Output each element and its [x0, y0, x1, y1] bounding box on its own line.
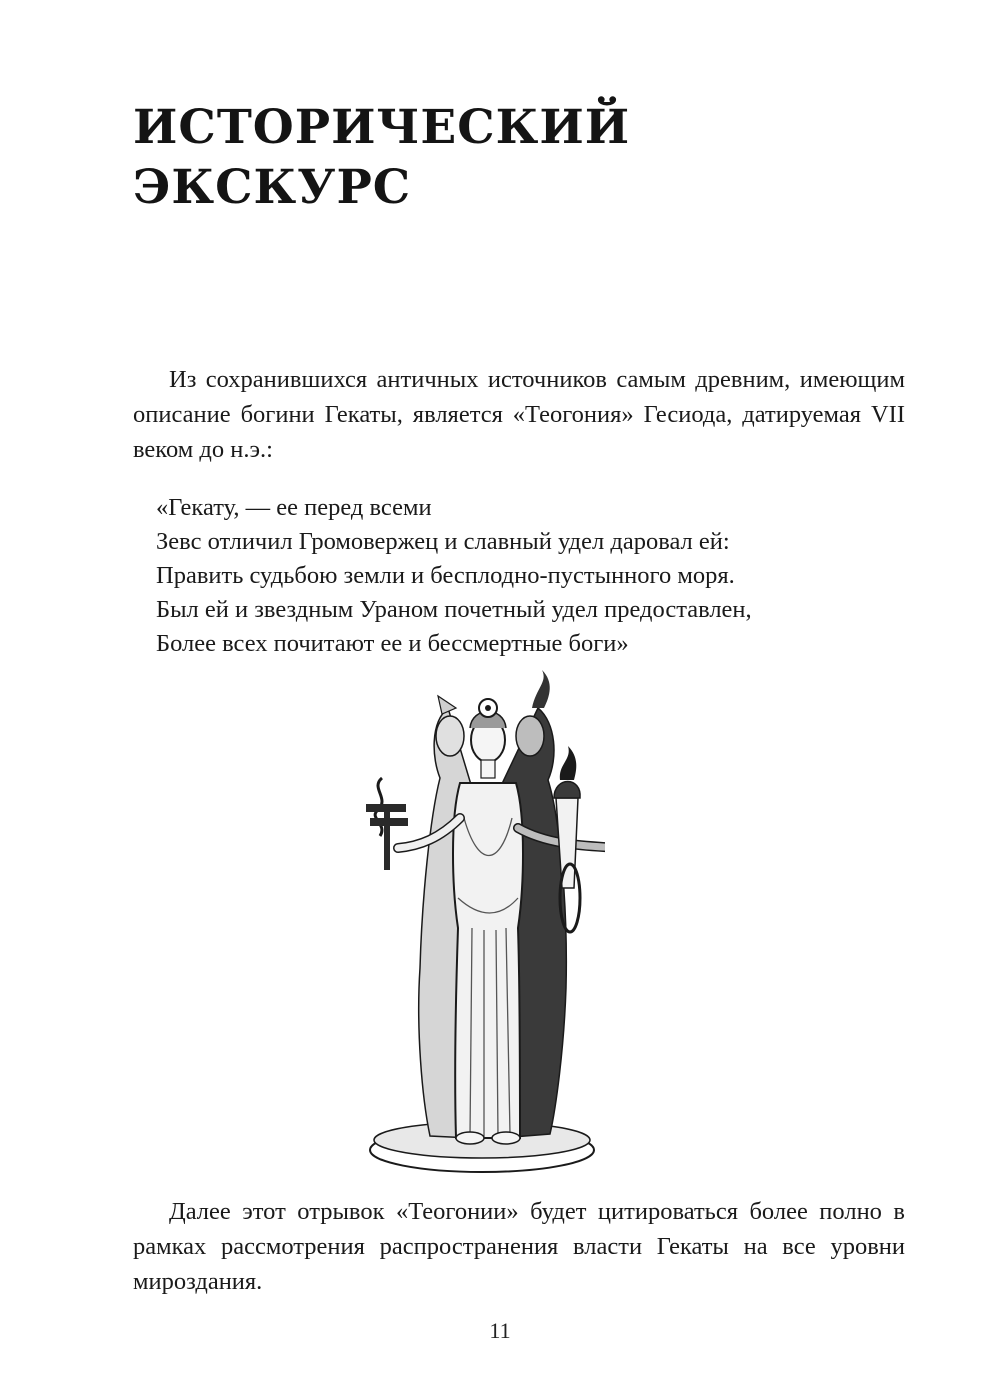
- triple-hecate-statue-illustration: [360, 668, 605, 1178]
- theogony-quote: [156, 491, 752, 661]
- chapter-title-line-2: ЭКСКУРС: [133, 160, 412, 215]
- quote-line: Был ей и звездным Ураном почетный удел предоставлен,: [156, 596, 752, 623]
- chapter-title-line-1: ИСТОРИЧЕСКИЙ: [133, 100, 631, 155]
- quote-line: Зевс отличил Громовержец и славный удел даровал ей:: [156, 528, 730, 555]
- quote-line: «Гекату, — ее перед всеми: [156, 494, 432, 521]
- quote-line: Править судьбою земли и бесплодно-пустынного моря.: [156, 562, 735, 589]
- chapter-title: [133, 98, 630, 218]
- intro-paragraph: Из сохранившихся античных источников самым древним, имеющим описание богини Гекаты, является «Теогония» Гесиода, датируемая VII веком до н.э.:: [133, 366, 905, 463]
- closing-paragraph: Далее этот отрывок «Теогонии» будет цитироваться более полно в рамках рассмотрения распространения власти Гекаты на все уровни мироздания.: [133, 1198, 905, 1295]
- quote-line: Более всех почитают ее и бессмертные боги»: [156, 630, 629, 657]
- page-number: 11: [489, 1318, 511, 1343]
